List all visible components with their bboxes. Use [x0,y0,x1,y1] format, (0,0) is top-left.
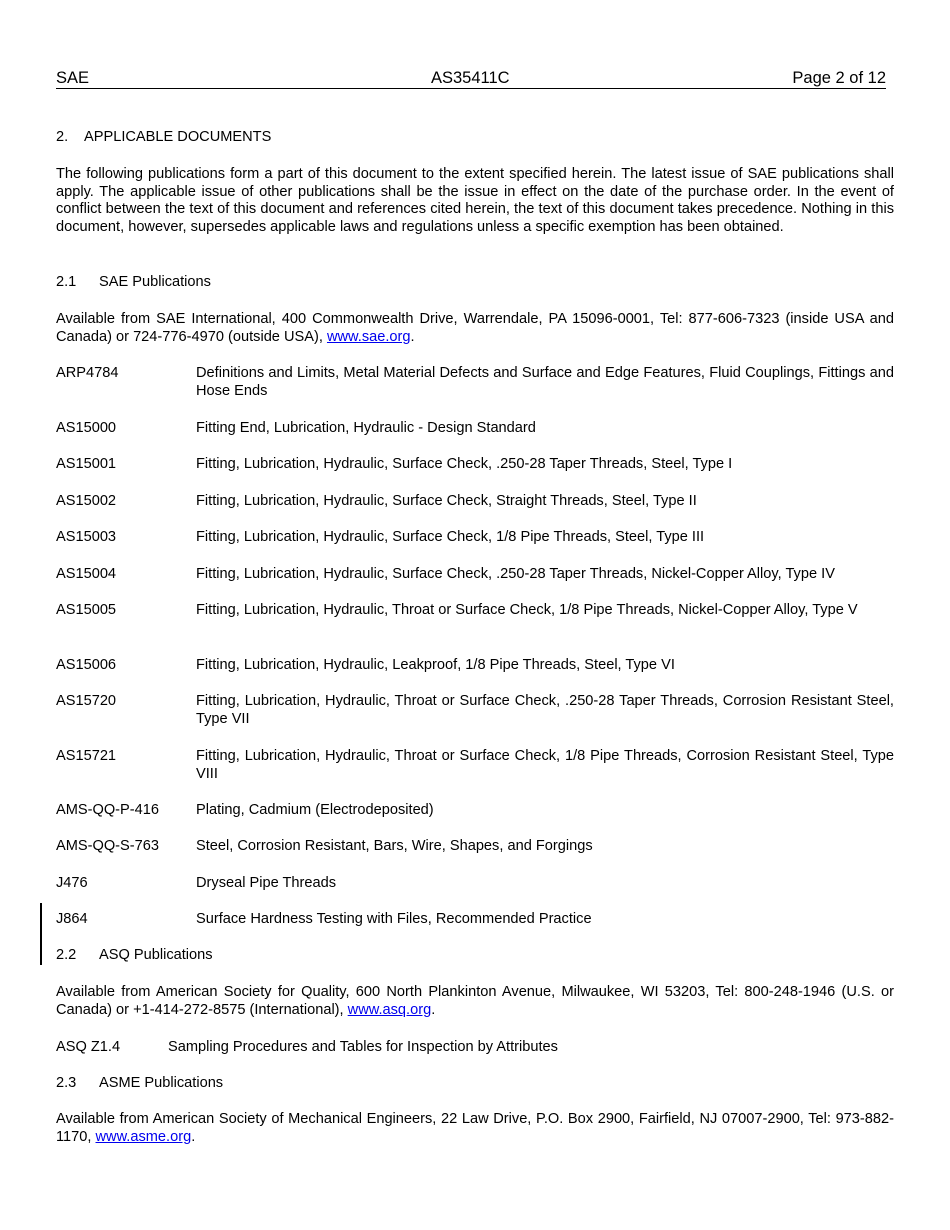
subsection-title: ASQ Publications [99,947,213,963]
doc-code: AS15720 [56,693,117,709]
doc-description: Definitions and Limits, Metal Material Defects and Surface and Edge Features, Fluid Couplings, Fittings and Hose Ends [196,365,894,399]
section-heading-applicable-documents [56,129,894,147]
doc-description: Steel, Corrosion Resistant, Bars, Wire, Shapes, and Forgings [196,838,593,854]
doc-code: ARP4784 [56,365,119,381]
doc-description: Surface Hardness Testing with Files, Recommended Practice [196,911,592,927]
doc-description: Fitting, Lubrication, Hydraulic, Throat or Surface Check, 1/8 Pipe Threads, Nickel-Copper Alloy, Type V [196,602,858,618]
subsection-heading-asq [56,947,894,965]
doc-code: AS15002 [56,493,117,509]
doc-description: Fitting, Lubrication, Hydraulic, Surface Check, Straight Threads, Steel, Type II [196,493,697,509]
sae-website-link[interactable]: www.sae.org [326,328,411,345]
asme-website-link[interactable]: www.asme.org [95,1128,192,1145]
doc-description: Plating, Cadmium (Electrodeposited) [196,802,434,818]
doc-description: Fitting, Lubrication, Hydraulic, Throat or Surface Check, 1/8 Pipe Threads, Corrosion Resistant Steel, Type VIII [196,748,894,782]
doc-description: Fitting, Lubrication, Hydraulic, Surface Check, 1/8 Pipe Threads, Steel, Type III [196,529,705,545]
doc-code: AS15006 [56,657,117,673]
page-header [56,68,886,89]
section-title: APPLICABLE DOCUMENTS [84,129,272,145]
doc-code: J476 [56,875,88,891]
doc-code: AS15003 [56,529,117,545]
doc-code: AS15004 [56,566,117,582]
doc-code: J864 [56,911,88,927]
section-number: 2. [56,129,69,145]
sentence-end: . [431,1001,436,1018]
doc-description: Fitting, Lubrication, Hydraulic, Throat or Surface Check, .250-28 Taper Threads, Corrosion Resistant Steel, Type VII [196,693,894,727]
doc-code: AS15005 [56,602,117,618]
doc-code: AS15721 [56,748,117,764]
subsection-number: 2.2 [56,947,77,963]
asme-availability-paragraph [56,1111,894,1146]
doc-description: Fitting, Lubrication, Hydraulic, Surface Check, .250-28 Taper Threads, Steel, Type I [196,456,733,472]
subsection-heading-sae [56,274,894,292]
doc-code: ASQ Z1.4 [56,1039,121,1055]
subsection-number: 2.3 [56,1075,77,1091]
subsection-heading-asme [56,1075,894,1093]
section-intro-paragraph: The following publications form a part of this document to the extent specified herein. The latest issue of SAE publications shall apply. The applicable issue of other publications shall be the issue in effect on the date of the purchase order. In the event of conflict between the text of this document and references cited herein, the text of this document takes precedence. Nothing in this document, however, supersedes applicable laws and regulations unless a specific exemption has been obtained. [56,166,894,235]
sae-availability-text: Available from SAE International, 400 Commonwealth Drive, Warrendale, PA 15096-0001, Tel: 877-606-7323 (inside USA and Canada) or 724-776-4970 (outside USA), [56,311,894,345]
sae-availability-paragraph [56,311,894,346]
doc-description: Fitting, Lubrication, Hydraulic, Surface Check, .250-28 Taper Threads, Nickel-Copper Alloy, Type IV [196,566,835,582]
subsection-title: SAE Publications [99,274,211,290]
subsection-title: ASME Publications [99,1075,224,1091]
asq-availability-text: Available from American Society for Quality, 600 North Plankinton Avenue, Milwaukee, WI 53203, Tel: 800-248-1946 (U.S. or Canada) or +1-414-272-8575 (International), [56,984,894,1018]
subsection-number: 2.1 [56,274,77,290]
doc-description: Fitting End, Lubrication, Hydraulic - Design Standard [196,420,536,436]
doc-description: Sampling Procedures and Tables for Inspection by Attributes [168,1039,558,1055]
asq-availability-paragraph [56,984,894,1019]
asme-availability-text: Available from American Society of Mechanical Engineers, 22 Law Drive, P.O. Box 2900, Fairfield, NJ 07007-2900, Tel: 973-882-1170, [56,1111,894,1145]
asq-website-link[interactable]: www.asq.org [347,1001,432,1018]
header-org: SAE [56,69,90,87]
header-page-number: Page 2 of 12 [792,69,886,87]
header-doc-number: AS35411C [431,69,510,87]
doc-code: AS15000 [56,420,117,436]
doc-description: Dryseal Pipe Threads [196,875,337,891]
doc-code: AMS-QQ-P-416 [56,802,159,818]
revision-change-bar [40,903,42,965]
sentence-end: . [410,328,415,345]
doc-description: Fitting, Lubrication, Hydraulic, Leakproof, 1/8 Pipe Threads, Steel, Type VI [196,657,675,673]
doc-code: AMS-QQ-S-763 [56,838,159,854]
sentence-end: . [191,1128,196,1145]
doc-code: AS15001 [56,456,117,472]
